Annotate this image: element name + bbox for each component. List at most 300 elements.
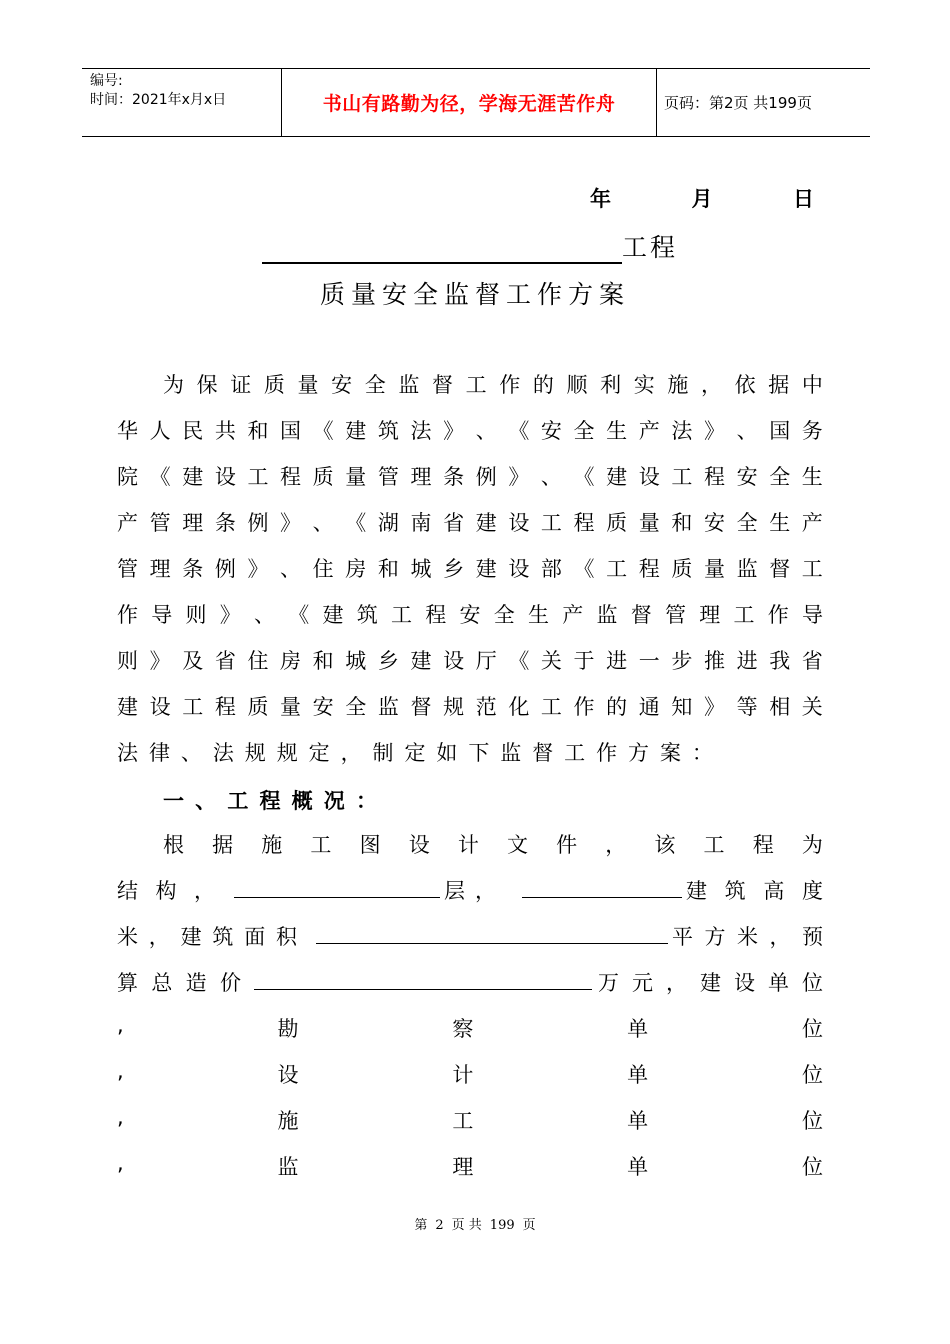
glyph: 产 bbox=[638, 419, 660, 443]
glyph: 厅 bbox=[475, 649, 497, 673]
glyph: 据 bbox=[212, 833, 234, 857]
glyph: 管 bbox=[149, 511, 171, 535]
glyph: 利 bbox=[600, 373, 622, 397]
glyph: 生 bbox=[528, 603, 549, 627]
glyph: 顺 bbox=[566, 373, 588, 397]
glyph: 督 bbox=[410, 695, 432, 719]
overview-height-label bbox=[686, 875, 823, 905]
glyph: 筑 bbox=[356, 603, 378, 627]
footer-page: 2 bbox=[435, 1218, 444, 1233]
glyph: 证 bbox=[230, 373, 252, 397]
floors-blank bbox=[522, 875, 682, 898]
unit-char: 单 bbox=[627, 1155, 649, 1179]
glyph: 管 bbox=[377, 465, 399, 489]
unit-char: 单 bbox=[627, 1017, 649, 1041]
unit-char: 位 bbox=[802, 1063, 823, 1087]
glyph: 、 bbox=[180, 741, 202, 765]
para-line bbox=[117, 599, 823, 629]
glyph: 米 bbox=[117, 925, 138, 949]
para-line bbox=[117, 737, 713, 767]
glyph: ， bbox=[340, 741, 362, 765]
glyph: 建 bbox=[475, 557, 497, 581]
glyph: 》 bbox=[443, 419, 465, 443]
glyph: 工 bbox=[801, 557, 823, 581]
glyph: 施 bbox=[667, 373, 689, 397]
glyph: 乡 bbox=[377, 649, 399, 673]
glyph: 条 bbox=[443, 465, 465, 489]
glyph: 导 bbox=[151, 603, 173, 627]
glyph: 房 bbox=[280, 649, 302, 673]
section-heading bbox=[163, 785, 377, 815]
glyph: ： bbox=[691, 741, 713, 765]
glyph: 建 bbox=[322, 603, 344, 627]
glyph: 共 bbox=[214, 419, 236, 443]
glyph: ， bbox=[701, 373, 722, 397]
glyph: 》 bbox=[280, 511, 302, 535]
glyph: 、 bbox=[254, 603, 275, 627]
glyph: 督 bbox=[769, 557, 791, 581]
header-code-label: 编号: bbox=[90, 73, 123, 89]
glyph: 量 bbox=[297, 373, 319, 397]
glyph: 计 bbox=[457, 833, 479, 857]
glyph: 化 bbox=[508, 695, 530, 719]
glyph: 监 bbox=[377, 695, 399, 719]
glyph: 住 bbox=[247, 649, 269, 673]
glyph: 建 bbox=[180, 925, 202, 949]
glyph: 筑 bbox=[724, 879, 746, 903]
glyph: 结 bbox=[117, 879, 138, 903]
glyph: 工 bbox=[564, 741, 586, 765]
glyph: 理 bbox=[699, 603, 721, 627]
glyph: 生 bbox=[769, 511, 791, 535]
glyph: 预 bbox=[802, 925, 823, 949]
footer-suffix: 页 bbox=[522, 1218, 536, 1233]
glyph: ， bbox=[666, 971, 687, 995]
footer-total: 199 bbox=[489, 1218, 515, 1233]
unit-char: 监 bbox=[277, 1155, 299, 1179]
glyph: 》 bbox=[149, 649, 171, 673]
unit-char: 勘 bbox=[277, 1017, 299, 1041]
glyph: 《 bbox=[345, 511, 367, 535]
glyph: 方 bbox=[628, 741, 649, 765]
glyph: 、 bbox=[195, 789, 217, 813]
glyph: 程 bbox=[214, 695, 236, 719]
glyph: 生 bbox=[606, 419, 628, 443]
date-line bbox=[590, 183, 814, 213]
glyph: 量 bbox=[638, 511, 660, 535]
unit-line-survey bbox=[117, 1013, 823, 1043]
glyph: 的 bbox=[532, 373, 554, 397]
glyph: 产 bbox=[801, 511, 823, 535]
glyph: 工 bbox=[733, 603, 755, 627]
glyph: ， bbox=[605, 833, 627, 857]
glyph: 作 bbox=[117, 603, 138, 627]
project-suffix: 工程 bbox=[622, 233, 679, 262]
glyph: ， bbox=[194, 879, 215, 903]
glyph: 质 bbox=[671, 557, 693, 581]
para-line bbox=[117, 415, 823, 445]
glyph: 工 bbox=[540, 695, 562, 719]
glyph: 、 bbox=[475, 419, 497, 443]
glyph: 筑 bbox=[377, 419, 399, 443]
glyph: 督 bbox=[630, 603, 652, 627]
glyph: 工 bbox=[310, 833, 332, 857]
glyph: 产 bbox=[562, 603, 584, 627]
glyph: 安 bbox=[312, 695, 334, 719]
unit-char: 察 bbox=[452, 1017, 474, 1041]
glyph: 通 bbox=[638, 695, 660, 719]
glyph: 法 bbox=[212, 741, 234, 765]
glyph: 省 bbox=[214, 649, 236, 673]
header-meta bbox=[90, 72, 226, 110]
overview-structure-label bbox=[117, 875, 215, 905]
glyph: 全 bbox=[769, 465, 791, 489]
glyph: 《 bbox=[573, 557, 595, 581]
para-line bbox=[117, 645, 823, 675]
glyph: 建 bbox=[475, 511, 497, 535]
structure-blank bbox=[234, 875, 440, 898]
glyph: 住 bbox=[312, 557, 334, 581]
glyph: 于 bbox=[573, 649, 595, 673]
glyph: 保 bbox=[196, 373, 218, 397]
glyph: 条 bbox=[182, 557, 204, 581]
glyph: 监 bbox=[736, 557, 758, 581]
glyph: 实 bbox=[633, 373, 655, 397]
glyph: 工 bbox=[182, 695, 204, 719]
glyph: 中 bbox=[801, 373, 823, 397]
glyph: 生 bbox=[801, 465, 823, 489]
glyph: 等 bbox=[736, 695, 758, 719]
unit-char: , bbox=[117, 1151, 124, 1175]
header-time-label: 时间：2021年x月x日 bbox=[90, 92, 227, 108]
glyph: 、 bbox=[540, 465, 562, 489]
glyph: 元 bbox=[632, 971, 653, 995]
unit-char: 施 bbox=[277, 1109, 299, 1133]
glyph: 理 bbox=[410, 465, 432, 489]
unit-char: 计 bbox=[452, 1063, 474, 1087]
glyph: 设 bbox=[443, 649, 465, 673]
glyph: 况 bbox=[323, 789, 345, 813]
glyph: 国 bbox=[280, 419, 302, 443]
overview-cost-label bbox=[117, 967, 241, 997]
glyph: ， bbox=[148, 925, 170, 949]
glyph: 城 bbox=[410, 557, 432, 581]
glyph: 构 bbox=[155, 879, 177, 903]
glyph: 督 bbox=[532, 741, 554, 765]
header-motto: 书山有路勤为径，学海无涯苦作舟 bbox=[322, 93, 616, 115]
glyph: 高 bbox=[763, 879, 785, 903]
glyph: 监 bbox=[500, 741, 522, 765]
glyph: 方 bbox=[704, 925, 726, 949]
glyph: 量 bbox=[345, 465, 367, 489]
glyph: 知 bbox=[671, 695, 693, 719]
glyph: 工 bbox=[465, 373, 487, 397]
glyph: 》 bbox=[219, 603, 241, 627]
glyph: 全 bbox=[364, 373, 386, 397]
glyph: 工 bbox=[671, 465, 693, 489]
glyph: 建 bbox=[117, 695, 138, 719]
unit-char: , bbox=[117, 1013, 124, 1037]
glyph: 工 bbox=[247, 465, 269, 489]
glyph: 安 bbox=[703, 511, 725, 535]
glyph: 工 bbox=[703, 833, 725, 857]
glyph: 文 bbox=[506, 833, 528, 857]
glyph: 建 bbox=[410, 649, 432, 673]
glyph: 则 bbox=[117, 649, 138, 673]
glyph: 城 bbox=[345, 649, 367, 673]
glyph: 工 bbox=[540, 511, 562, 535]
glyph: 设 bbox=[638, 465, 660, 489]
glyph: 程 bbox=[752, 833, 774, 857]
glyph: 概 bbox=[291, 789, 313, 813]
header-top-rule bbox=[82, 68, 870, 69]
glyph: 和 bbox=[377, 557, 399, 581]
para-line bbox=[163, 369, 823, 399]
unit-line-design bbox=[117, 1059, 823, 1089]
glyph: 规 bbox=[443, 695, 465, 719]
para-line bbox=[117, 461, 823, 491]
glyph: 下 bbox=[468, 741, 490, 765]
overview-area-label bbox=[117, 921, 297, 951]
glyph: 一 bbox=[163, 789, 184, 813]
glyph: 程 bbox=[280, 465, 302, 489]
glyph: 建 bbox=[606, 465, 628, 489]
glyph: 一 bbox=[638, 649, 660, 673]
glyph: 工 bbox=[227, 789, 249, 813]
glyph: 《 bbox=[288, 603, 310, 627]
glyph: 作 bbox=[596, 741, 618, 765]
unit-char: 单 bbox=[627, 1109, 649, 1133]
unit-char: 理 bbox=[452, 1155, 474, 1179]
glyph: 据 bbox=[768, 373, 790, 397]
glyph: ， bbox=[769, 925, 791, 949]
glyph: 例 bbox=[475, 465, 497, 489]
header-divider-2 bbox=[656, 68, 657, 136]
date-day: 日 bbox=[793, 187, 814, 211]
glyph: 法 bbox=[117, 741, 138, 765]
glyph: 和 bbox=[312, 649, 334, 673]
overview-line bbox=[163, 829, 823, 859]
glyph: 设 bbox=[734, 971, 755, 995]
header-page-label: 页码：第2页 共199页 bbox=[664, 94, 812, 112]
glyph: 程 bbox=[573, 511, 595, 535]
glyph: 《 bbox=[149, 465, 171, 489]
glyph: 》 bbox=[247, 557, 269, 581]
glyph: 南 bbox=[410, 511, 432, 535]
glyph: 全 bbox=[493, 603, 515, 627]
glyph: 积 bbox=[275, 925, 297, 949]
glyph: 价 bbox=[219, 971, 241, 995]
glyph: 安 bbox=[736, 465, 758, 489]
glyph: 人 bbox=[149, 419, 171, 443]
glyph: 民 bbox=[182, 419, 204, 443]
glyph: 国 bbox=[769, 419, 791, 443]
cost-blank bbox=[254, 967, 592, 990]
glyph: 进 bbox=[736, 649, 758, 673]
para-line bbox=[117, 553, 823, 583]
glyph: 监 bbox=[398, 373, 420, 397]
glyph: 依 bbox=[734, 373, 756, 397]
glyph: 管 bbox=[665, 603, 686, 627]
glyph: 、 bbox=[312, 511, 334, 535]
unit-line-supervision bbox=[117, 1151, 823, 1181]
glyph: 筑 bbox=[212, 925, 234, 949]
glyph: 华 bbox=[117, 419, 138, 443]
glyph: 设 bbox=[508, 511, 530, 535]
project-name-blank bbox=[262, 234, 622, 264]
glyph: 步 bbox=[671, 649, 693, 673]
glyph: 安 bbox=[459, 603, 481, 627]
glyph: 度 bbox=[801, 879, 823, 903]
footer-mid: 页 共 bbox=[451, 1218, 482, 1233]
glyph: 部 bbox=[540, 557, 562, 581]
unit-char: , bbox=[117, 1059, 124, 1083]
glyph: 安 bbox=[331, 373, 353, 397]
page-footer bbox=[0, 1214, 950, 1233]
glyph: 作 bbox=[499, 373, 521, 397]
glyph: 建 bbox=[700, 971, 721, 995]
glyph: 工 bbox=[391, 603, 412, 627]
glyph: 管 bbox=[117, 557, 138, 581]
glyph: 程 bbox=[259, 789, 281, 813]
para-line bbox=[117, 691, 823, 721]
glyph: ： bbox=[355, 789, 377, 813]
glyph: 《 bbox=[508, 649, 530, 673]
glyph: 作 bbox=[573, 695, 595, 719]
date-year: 年 bbox=[590, 187, 611, 211]
glyph: 设 bbox=[508, 557, 530, 581]
glyph: 件 bbox=[556, 833, 578, 857]
glyph: 图 bbox=[359, 833, 381, 857]
area-blank bbox=[316, 921, 668, 944]
glyph: 《 bbox=[312, 419, 334, 443]
glyph: 和 bbox=[671, 511, 693, 535]
glyph: 关 bbox=[540, 649, 562, 673]
glyph: 程 bbox=[638, 557, 660, 581]
glyph: 施 bbox=[261, 833, 283, 857]
unit-char: 位 bbox=[802, 1155, 823, 1179]
glyph: 如 bbox=[436, 741, 458, 765]
glyph: 全 bbox=[736, 511, 758, 535]
glyph: 制 bbox=[372, 741, 394, 765]
glyph: 算 bbox=[117, 971, 138, 995]
glyph: 》 bbox=[508, 465, 530, 489]
glyph: 务 bbox=[801, 419, 823, 443]
unit-char: , bbox=[117, 1105, 124, 1129]
glyph: 量 bbox=[703, 557, 725, 581]
glyph: 质 bbox=[247, 695, 269, 719]
glyph: 督 bbox=[432, 373, 453, 397]
header-bottom-rule bbox=[82, 136, 870, 137]
glyph: 《 bbox=[508, 419, 530, 443]
glyph: 程 bbox=[703, 465, 725, 489]
unit-line-construction bbox=[117, 1105, 823, 1135]
glyph: 省 bbox=[801, 649, 823, 673]
glyph: 产 bbox=[117, 511, 138, 535]
footer-prefix: 第 bbox=[414, 1218, 428, 1233]
glyph: 和 bbox=[247, 419, 269, 443]
glyph: 则 bbox=[185, 603, 207, 627]
unit-char: 位 bbox=[802, 1017, 823, 1041]
date-month: 月 bbox=[691, 187, 713, 211]
glyph: 造 bbox=[185, 971, 207, 995]
glyph: 及 bbox=[182, 649, 204, 673]
glyph: 万 bbox=[598, 971, 619, 995]
glyph: 质 bbox=[606, 511, 628, 535]
glyph: 规 bbox=[276, 741, 298, 765]
glyph: 、 bbox=[280, 557, 302, 581]
glyph: 位 bbox=[802, 971, 823, 995]
glyph: 工 bbox=[606, 557, 628, 581]
unit-char: 位 bbox=[802, 1109, 823, 1133]
glyph: 定 bbox=[308, 741, 330, 765]
glyph: 安 bbox=[540, 419, 562, 443]
glyph: 全 bbox=[345, 695, 367, 719]
glyph: 的 bbox=[606, 695, 628, 719]
glyph: 院 bbox=[117, 465, 138, 489]
glyph: 推 bbox=[703, 649, 725, 673]
glyph: 《 bbox=[573, 465, 595, 489]
glyph: 我 bbox=[769, 649, 791, 673]
glyph: 房 bbox=[345, 557, 367, 581]
glyph: 建 bbox=[345, 419, 367, 443]
glyph: 为 bbox=[163, 373, 184, 397]
glyph: 案 bbox=[659, 741, 681, 765]
overview-cost-unit bbox=[598, 967, 823, 997]
glyph: 湖 bbox=[377, 511, 399, 535]
glyph: ， bbox=[475, 879, 496, 903]
overview-floors-label bbox=[444, 875, 496, 905]
glyph: 理 bbox=[149, 557, 171, 581]
unit-char: 设 bbox=[277, 1063, 299, 1087]
glyph: 质 bbox=[312, 465, 334, 489]
glyph: 法 bbox=[671, 419, 693, 443]
glyph: 程 bbox=[425, 603, 447, 627]
glyph: 平 bbox=[672, 925, 693, 949]
glyph: 范 bbox=[475, 695, 497, 719]
glyph: 规 bbox=[244, 741, 266, 765]
glyph: 》 bbox=[703, 695, 725, 719]
glyph: 建 bbox=[182, 465, 204, 489]
glyph: 设 bbox=[149, 695, 171, 719]
glyph: 层 bbox=[444, 879, 465, 903]
glyph: 律 bbox=[148, 741, 170, 765]
glyph: 导 bbox=[802, 603, 823, 627]
glyph: 理 bbox=[182, 511, 204, 535]
glyph: 法 bbox=[410, 419, 432, 443]
glyph: 、 bbox=[736, 419, 758, 443]
glyph: 总 bbox=[151, 971, 173, 995]
unit-char: 工 bbox=[452, 1109, 474, 1133]
glyph: 乡 bbox=[443, 557, 465, 581]
para-line bbox=[117, 507, 823, 537]
glyph: 例 bbox=[214, 557, 236, 581]
glyph: 进 bbox=[606, 649, 628, 673]
glyph: 监 bbox=[596, 603, 618, 627]
glyph: 量 bbox=[280, 695, 302, 719]
glyph: 》 bbox=[703, 419, 725, 443]
glyph: 设 bbox=[408, 833, 430, 857]
glyph: 例 bbox=[247, 511, 269, 535]
glyph: 该 bbox=[654, 833, 676, 857]
glyph: 作 bbox=[767, 603, 789, 627]
glyph: 为 bbox=[801, 833, 823, 857]
glyph: 米 bbox=[737, 925, 758, 949]
glyph: 设 bbox=[214, 465, 236, 489]
glyph: 面 bbox=[244, 925, 266, 949]
glyph: 全 bbox=[573, 419, 595, 443]
glyph: 根 bbox=[163, 833, 184, 857]
